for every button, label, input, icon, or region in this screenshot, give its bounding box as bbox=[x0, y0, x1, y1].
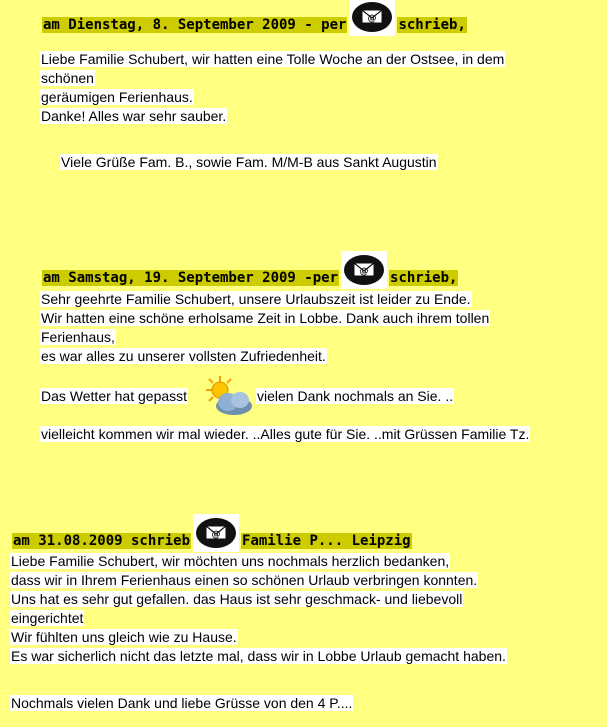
svg-text:@: @ bbox=[211, 530, 221, 540]
email-icon[interactable] bbox=[341, 251, 387, 289]
entry-2-line: Ferienhaus, bbox=[41, 329, 115, 345]
entry-1-header-tail: schrieb, bbox=[398, 17, 466, 33]
entry-2-header-date: am Samstag, 19. September 2009 -per bbox=[43, 270, 339, 286]
entry-3-line: dass wir in Ihrem Ferienhaus einen so schönen Urlaub verbringen konnten. bbox=[11, 572, 478, 588]
entry-1-line: schönen bbox=[41, 70, 94, 86]
email-icon[interactable] bbox=[349, 0, 395, 36]
entry-1-signature bbox=[60, 153, 438, 172]
entry-1-line: Liebe Familie Schubert, wir hatten eine Tolle Woche an der Ostsee, in dem bbox=[41, 51, 505, 67]
entry-3-header bbox=[12, 530, 412, 552]
entry-1-header-date: am Dienstag, 8. September 2009 - per bbox=[43, 17, 347, 33]
entry-3-line: eingerichtet bbox=[11, 610, 84, 626]
entry-2-line: Wir hatten eine schöne erholsame Zeit in Lobbe. Dank auch ihrem tollen bbox=[41, 310, 490, 326]
entry-3-closing-text: Nochmals vielen Dank und liebe Grüsse von den 4 P.... bbox=[11, 695, 353, 711]
email-icon[interactable] bbox=[193, 514, 239, 552]
entry-2-weather-line bbox=[40, 387, 188, 406]
sun-cloud-icon bbox=[200, 374, 256, 418]
entry-1-body bbox=[40, 50, 505, 126]
entry-2-closing bbox=[40, 425, 530, 444]
entry-3-header-date: am 31.08.2009 schrieb bbox=[13, 533, 191, 549]
entry-2-closing-text: vielleicht kommen wir mal wieder. ..Alles gute für Sie. ..mit Grüssen Familie Tz. bbox=[41, 426, 530, 442]
entry-1-line: Danke! Alles war sehr sauber. bbox=[41, 108, 227, 124]
entry-2-weather-pre: Das Wetter hat gepasst bbox=[41, 388, 188, 404]
entry-3-line: Liebe Familie Schubert, wir möchten uns nochmals herzlich bedanken, bbox=[11, 553, 450, 569]
entry-3-line: Uns hat es sehr gut gefallen. das Haus ist sehr geschmack- und liebevoll bbox=[11, 591, 463, 607]
entry-2-body bbox=[40, 290, 490, 366]
entry-3-body bbox=[10, 552, 507, 666]
entry-2-line: es war alles zu unserer vollsten Zufriedenheit. bbox=[41, 348, 326, 364]
entry-2-header bbox=[42, 267, 458, 289]
entry-1-header bbox=[42, 14, 467, 36]
entry-2-weather-post-line bbox=[256, 387, 454, 406]
entry-3-line: Wir fühlten uns gleich wie zu Hause. bbox=[11, 629, 237, 645]
entry-1-signature-text: Viele Grüße Fam. B., sowie Fam. M/M-B aus Sankt Augustin bbox=[61, 154, 437, 170]
entry-1-line: geräumigen Ferienhaus. bbox=[41, 89, 193, 105]
entry-2-header-tail: schrieb, bbox=[390, 270, 458, 286]
entry-3-closing bbox=[10, 694, 353, 713]
entry-3-header-tail: Familie P... Leipzig bbox=[242, 533, 411, 549]
entry-2-line: Sehr geehrte Familie Schubert, unsere Urlaubszeit ist leider zu Ende. bbox=[41, 291, 471, 307]
entry-2-weather-post: vielen Dank nochmals an Sie. .. bbox=[257, 388, 454, 404]
svg-text:@: @ bbox=[359, 267, 369, 277]
entry-3-line: Es war sicherlich nicht das letzte mal, dass wir in Lobbe Urlaub gemacht haben. bbox=[11, 648, 506, 664]
svg-text:@: @ bbox=[367, 14, 377, 24]
